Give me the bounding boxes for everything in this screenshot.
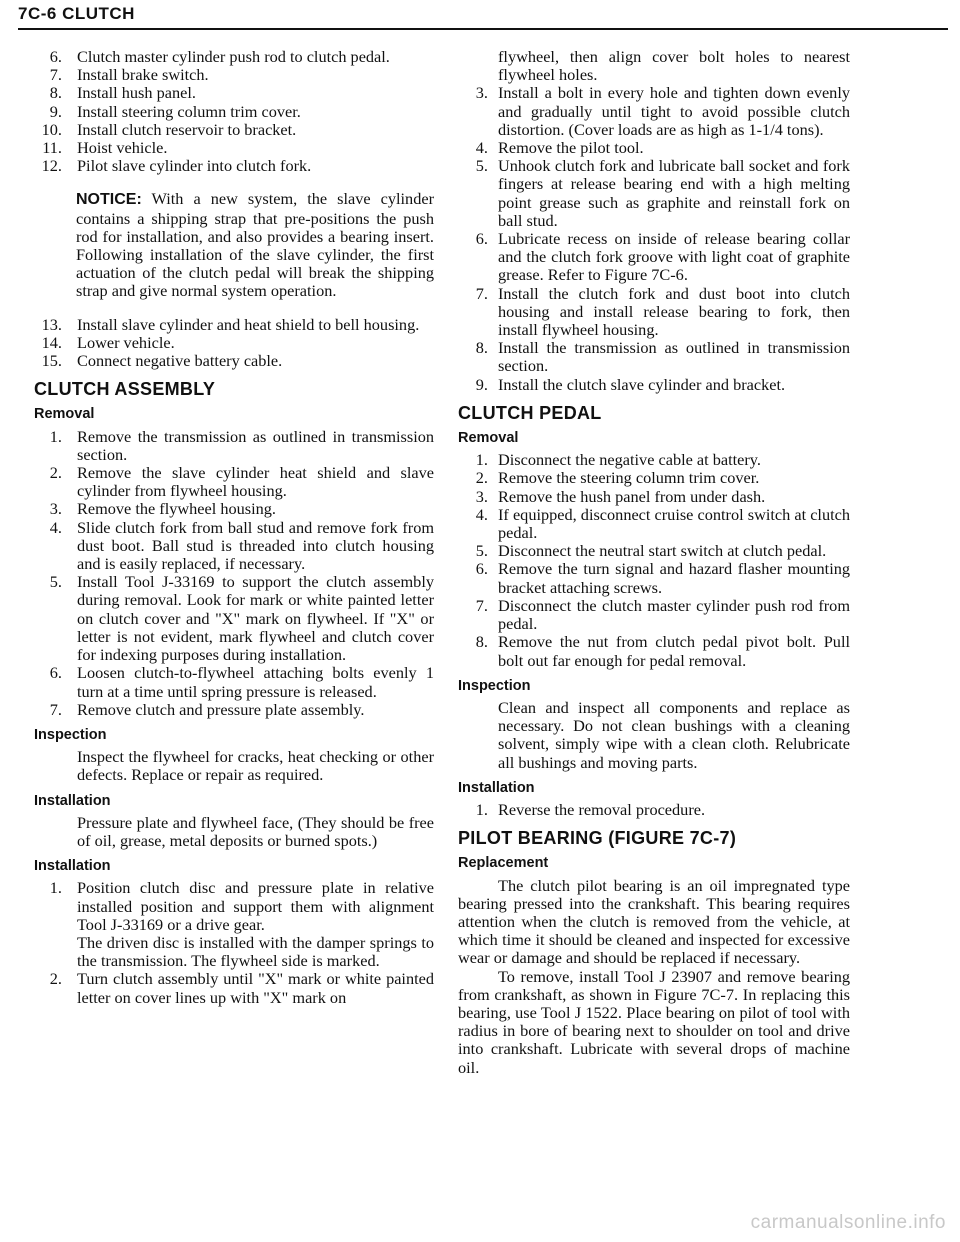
list-item: 5. Unhook clutch fork and lubricate ball socket and fork fingers at release bearing end with a high melting point grease such as graphite and reinstall fork on ball stud.	[475, 156, 850, 230]
list-item: 14. Lower vehicle.	[41, 332, 175, 352]
list-item: 3. Remove the hush panel from under dash.	[475, 486, 766, 506]
list-item: 5. Disconnect the neutral start switch at clutch pedal.	[475, 541, 827, 561]
list-item: 9. Install steering column trim cover.	[49, 101, 301, 121]
list-item: 8. Install the transmission as outlined in transmission section.	[475, 338, 850, 376]
subheading-pedal-inspection: Inspection	[458, 677, 531, 694]
watermark: carmanualsonline.info	[750, 1212, 946, 1233]
replacement-text	[458, 877, 850, 1077]
installation-steps-continued	[34, 970, 434, 1006]
list-item: 12. Pilot slave cylinder into clutch fork.	[41, 156, 312, 176]
section-heading-clutch-pedal: CLUTCH PEDAL	[458, 402, 602, 423]
pedal-inspection-text: Clean and inspect all components and replace as necessary. Do not clean bushings with a cleaning solvent, simply wipe with a clean cloth. Relubricate all bushings and moving parts.	[498, 697, 850, 772]
list-item: 10. Install clutch reservoir to bracket.	[41, 119, 297, 139]
list-item: 2. Turn clutch assembly until "X" mark or white painted letter on cover lines up with "X" mark on	[49, 969, 434, 1007]
list-item: 8. Install hush panel.	[49, 83, 196, 103]
list-item: 3. Install a bolt in every hole and tighten down evenly and gradually until tight to avoid possible clutch distortion. (Cover loads are as high as 1-1/4 tons).	[475, 83, 850, 139]
subheading-installation-1: Installation	[34, 792, 111, 809]
list-item: 13. Install slave cylinder and heat shield to bell housing.	[41, 314, 420, 334]
list-item: 3. Remove the flywheel housing.	[49, 499, 276, 519]
continued-text: flywheel, then align cover bolt holes to nearest flywheel holes.	[498, 47, 850, 85]
list-item: 7. Remove clutch and pressure plate assembly.	[49, 699, 365, 719]
list-item: 2. Remove the slave cylinder heat shield and slave cylinder from flywheel housing.	[49, 463, 434, 501]
installation-steps	[34, 879, 434, 934]
list-item: 5. Install Tool J-33169 to support the clutch assembly during removal. Look for mark or white painted letter on clutch cover and "X" mark on flywheel. If "X" or letter is not evident, mark flywheel and clutch cover for indexing purposes during installation.	[49, 572, 434, 665]
list-item: 1. Position clutch disc and pressure plate in relative installed position and support them with alignment Tool J-33169 or a drive gear.	[49, 878, 434, 934]
subheading-removal: Removal	[34, 406, 95, 423]
list-item: 2. Remove the steering column trim cover.	[475, 468, 760, 488]
list-item: 6. Clutch master cylinder push rod to clutch pedal.	[49, 47, 390, 66]
inspection-text: Inspect the flywheel for cracks, heat checking or other defects. Replace or repair as required.	[77, 747, 434, 785]
pedal-installation-steps	[458, 801, 850, 819]
list-item: 6. Loosen clutch-to-flywheel attaching bolts evenly 1 turn at a time until spring pressure is released.	[49, 663, 434, 701]
subheading-pedal-removal: Removal	[458, 430, 519, 447]
left-column	[34, 48, 434, 1007]
list-item: 4. Slide clutch fork from ball stud and remove fork from dust boot. Ball stud is threaded into clutch housing and is easily replaced, if necessary.	[49, 517, 434, 574]
subheading-replacement: Replacement	[458, 855, 549, 872]
subheading-pedal-installation: Installation	[458, 779, 535, 796]
replacement-paragraph-2: To remove, install Tool J 23907 and remove bearing from crankshaft, as shown in Figure 7C-7. In replacing this bearing, use Tool J 1522. Place bearing on pilot of tool with radius in bore of bearing next to shoulder on tool and drive into crankshaft. Lubricate with several drops of machine oil.	[458, 966, 850, 1077]
list-item: 11. Hoist vehicle.	[42, 138, 168, 158]
list-item: 1. Disconnect the negative cable at battery.	[475, 450, 761, 470]
list-item: 8. Remove the nut from clutch pedal pivot bolt. Pull bolt out far enough for pedal removal.	[475, 632, 850, 670]
list-item: 15. Connect negative battery cable.	[41, 351, 283, 371]
pedal-removal-steps	[458, 451, 850, 669]
list-item: 6. Remove the turn signal and hazard flasher mounting bracket attaching screws.	[475, 559, 850, 597]
list-item: 4. If equipped, disconnect cruise control switch at clutch pedal.	[475, 504, 850, 543]
list-item: 7. Install brake switch.	[49, 65, 209, 85]
list-item: 1. Reverse the removal procedure.	[475, 799, 706, 819]
notice-text: With a new system, the slave cylinder contains a shipping strap that pre-positions the push rod for installation, and also provides a bearing insert. Following installation of the slave cylinder, the first actuation of the clutch pedal will break the shipping strap and give normal system operation.	[76, 189, 434, 301]
steps-list-b	[34, 316, 434, 371]
replacement-paragraph-1: The clutch pilot bearing is an oil impregnated type bearing pressed into the crankshaft. This bearing requires attention when the clutch is removed from the vehicle, at which time it should be cleaned and inspected for excessive wear or damage and should be replaced if necessary.	[458, 875, 850, 968]
list-item: 7. Install the clutch fork and dust boot into clutch housing and install release bearing to fork, then install flywheel housing.	[475, 283, 850, 340]
steps-list-a	[34, 48, 434, 175]
notice-block	[76, 190, 434, 300]
installation-note: The driven disc is installed with the damper springs to the transmission. The flywheel side is marked.	[77, 932, 434, 971]
list-item: 7. Disconnect the clutch master cylinder push rod from pedal.	[475, 595, 850, 634]
section-heading-clutch-assembly: CLUTCH ASSEMBLY	[34, 379, 216, 400]
page-header	[18, 4, 948, 30]
right-column	[458, 48, 850, 1077]
page-title: 7C-6 CLUTCH	[18, 4, 135, 23]
installation-text: Pressure plate and flywheel face, (They should be free of oil, grease, metal deposits or burned spots.)	[77, 812, 434, 850]
list-item: 6. Lubricate recess on inside of release bearing collar and the clutch fork groove with light coat of graphite grease. Refer to Figure 7C-6.	[475, 229, 850, 285]
subheading-installation-2: Installation	[34, 858, 111, 875]
section-heading-pilot-bearing: PILOT BEARING (FIGURE 7C-7)	[458, 828, 737, 849]
notice-label: NOTICE:	[76, 191, 142, 209]
list-item: 4. Remove the pilot tool.	[475, 138, 644, 158]
removal-steps	[34, 428, 434, 719]
list-item: 9. Install the clutch slave cylinder and bracket.	[475, 374, 786, 394]
list-item: 1. Remove the transmission as outlined in transmission section.	[49, 426, 434, 464]
subheading-inspection: Inspection	[34, 726, 107, 743]
installation-steps-right	[458, 84, 850, 393]
